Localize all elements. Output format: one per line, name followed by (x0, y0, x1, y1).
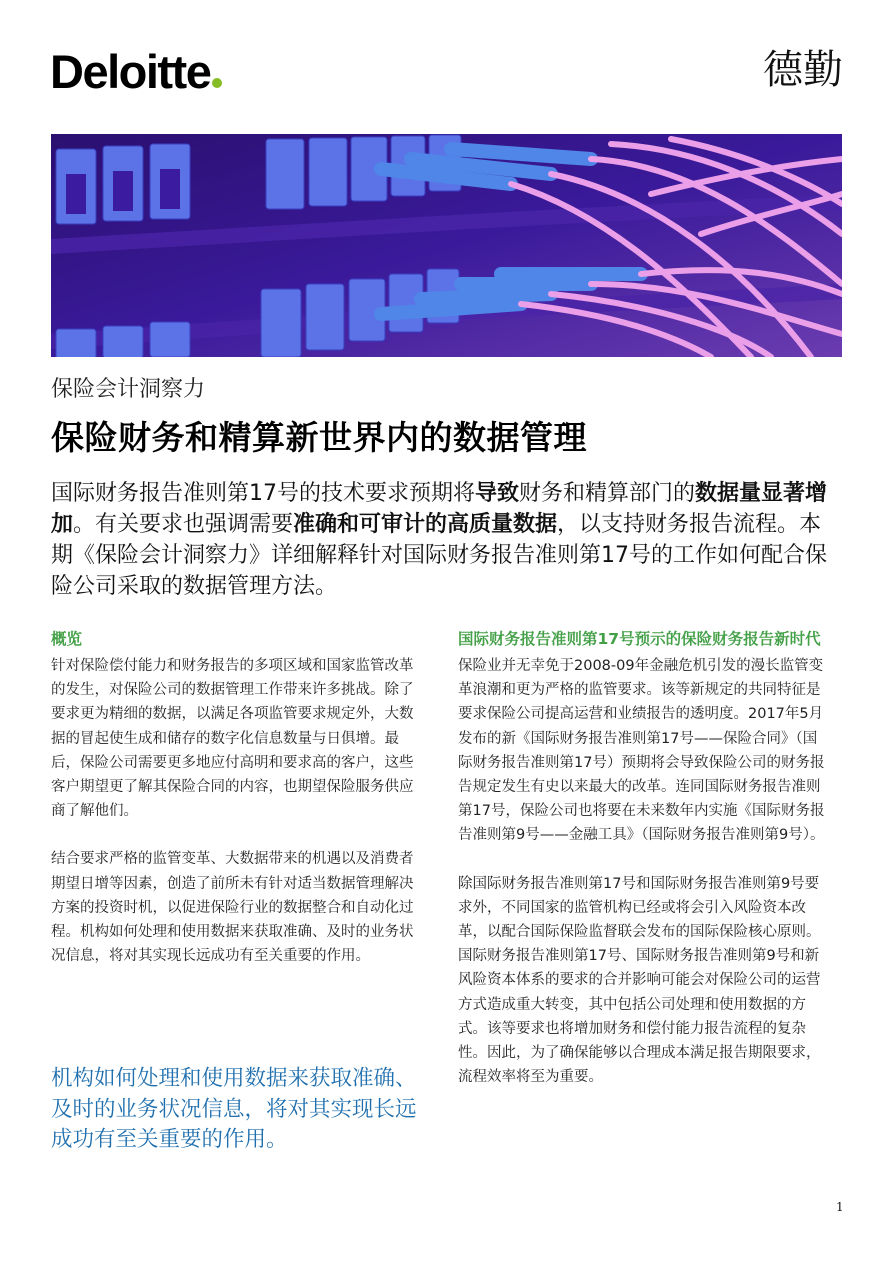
page-title: 保险财务和精算新世界内的数据管理 (51, 418, 587, 457)
lead-text: 财务和精算部门的 (519, 481, 696, 506)
section-heading-overview: 概览 (51, 630, 83, 648)
lead-text: ，以支持财务报告流程。本期《保险会计洞察力》详细解释针对国际财务报告准则第17号的工作如何配合保险公司采取的数据管理方法。 (51, 512, 827, 599)
lead-emphasis: 导致 (475, 481, 520, 506)
logo-chinese: 德勤 (763, 47, 843, 93)
right-column (458, 626, 828, 1113)
page-number: 1 (836, 1200, 844, 1214)
lead-emphasis: 准确和可审计的高质量数据 (293, 512, 558, 537)
pull-quote: 机构如何处理和使用数据来获取准确、及时的业务状况信息，将对其实现长远成功有至关重要的作用。 (51, 1066, 417, 1152)
lead-paragraph (51, 478, 841, 602)
left-column (51, 626, 421, 992)
body-paragraph: 保险业并无幸免于2008-09年金融危机引发的漫长监管变革浪潮和更为严格的监管要求。该等新规定的共同特征是要求保险公司提高运营和业绩报告的透明度。2017年5月发布的新《国际财务报告准则第17号——保险合同》（国际财务报告准则第17号）预期将会导致保险公司的财务报告规定发生有史以来最大的改革。连同国际财务报告准则第17号，保险公司也将要在未来数年内实施《国际财务报告准则第9号——金融工具》（国际财务报告准则第9号）。 (458, 658, 825, 844)
logo-green-dot-icon (212, 78, 222, 88)
lead-text: 国际财务报告准则第17号的技术要求预期将 (51, 481, 475, 506)
lead-text: 。有关要求也强调需要 (73, 512, 294, 537)
hero-image-fiber-cables (51, 134, 842, 357)
deloitte-logo (50, 45, 222, 98)
body-paragraph: 结合要求严格的监管变革、大数据带来的机遇以及消费者期望日增等因素，创造了前所未有针对适当数据管理解决方案的投资时机，以促进保险行业的数据整合和自动化过程。机构如何处理和使用数据来获取准确、及时的业务状况信息，将对其实现长远成功有至关重要的作用。 (51, 851, 414, 965)
series-kicker: 保险会计洞察力 (51, 377, 206, 402)
body-paragraph: 针对保险偿付能力和财务报告的多项区域和国家监管改革的发生，对保险公司的数据管理工作带来许多挑战。除了要求更为精细的数据，以满足各项监管要求规定外，大数据的冒起使生成和储存的数字化信息数量与日俱增。最后，保险公司需要更多地应付高明和要求高的客户，这些客户期望更了解其保险合同的内容，也期望保险服务供应商了解他们。 (51, 658, 414, 820)
logo-text: Deloitte (50, 45, 211, 98)
fiber-optic-illustration (51, 134, 842, 357)
section-heading-ifrs17: 国际财务报告准则第17号预示的保险财务报告新时代 (458, 630, 821, 648)
lead-emphasis: 数据量显著增加 (51, 481, 828, 537)
body-paragraph: 除国际财务报告准则第17号和国际财务报告准则第9号要求外，不同国家的监管机构已经或将会引入风险资本改革，以配合国际保险监督联会发布的国际保险核心原则。国际财务报告准则第17号、国际财务报告准则第9号和新风险资本体系的要求的合并影响可能会对保险公司的运营方式造成重大转变，其中包括公司处理和使用数据的方式。该等要求也将增加财务和偿付能力报告流程的复杂性。因此，为了确保能够以合理成本满足报告期限要求，流程效率将至为重要。 (458, 875, 821, 1086)
